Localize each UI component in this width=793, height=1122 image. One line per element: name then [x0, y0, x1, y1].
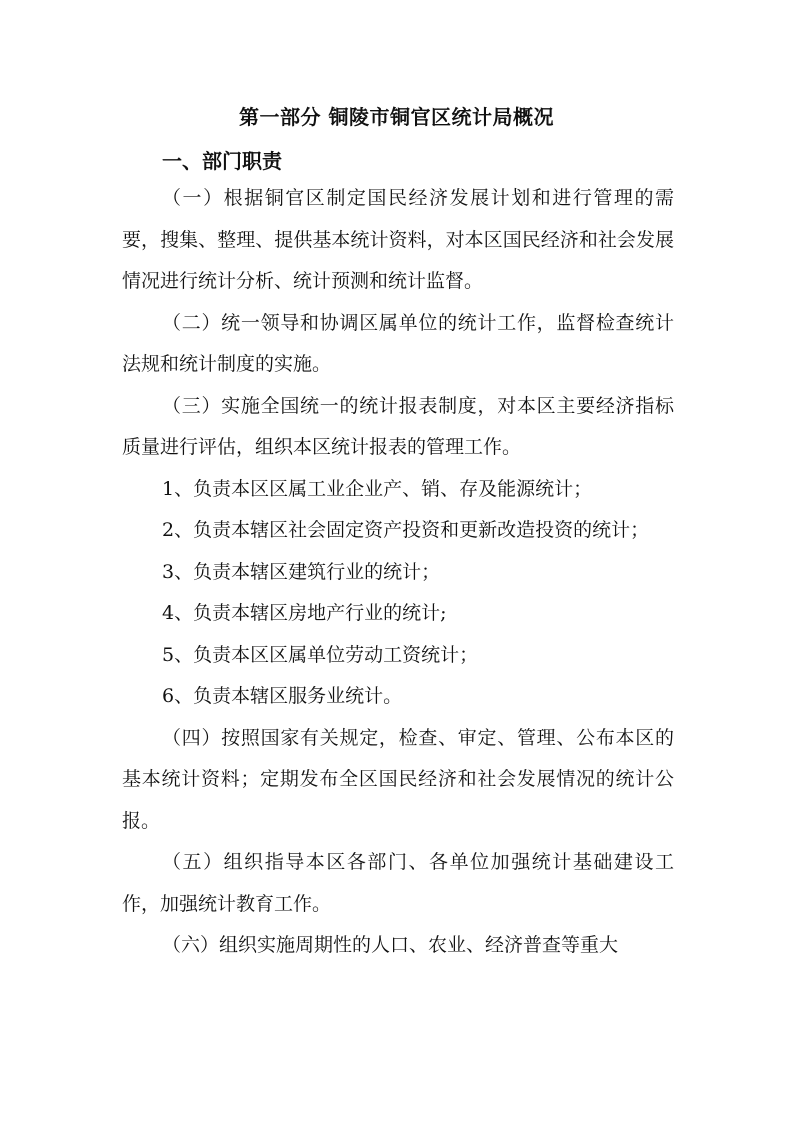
paragraph-duty-1: （一）根据铜官区制定国民经济发展计划和进行管理的需要，搜集、整理、提供基本统计资料，对本区国民经济和社会发展情况进行统计分析、统计预测和统计监督。	[122, 187, 674, 292]
list-item-construction-statistics: 3、负责本辖区建筑行业的统计；	[162, 560, 441, 583]
body-text	[122, 178, 674, 967]
list-item-real-estate-statistics: 4、负责本辖区房地产行业的统计;	[162, 602, 447, 624]
document-title: 第一部分 铜陵市铜官区统计局概况	[239, 105, 554, 129]
paragraph-duty-5: （五）组织指导本区各部门、各单位加强统计基础建设工作，加强统计教育工作。	[122, 851, 674, 915]
list-item-labor-wage-statistics: 5、负责本区区属单位劳动工资统计；	[162, 643, 479, 666]
paragraph-duty-4: （四）按照国家有关规定，检查、审定、管理、公布本区的基本统计资料；定期发布全区国民经济和社会发展情况的统计公报。	[122, 726, 674, 832]
section-heading: 一、部门职责	[162, 149, 282, 173]
paragraph-duty-2: （二）统一领导和协调区属单位的统计工作，监督检查统计法规和统计制度的实施。	[122, 311, 674, 375]
list-item-industry-statistics: 1、负责本区区属工业企业产、销、存及能源统计；	[162, 477, 593, 500]
list-item-service-statistics: 6、负责本辖区服务业统计。	[162, 685, 403, 707]
paragraph-duty-6: （六）组织实施周期性的人口、农业、经济普查等重大	[162, 934, 619, 956]
list-item-investment-statistics: 2、负责本辖区社会固定资产投资和更新改造投资的统计；	[162, 519, 650, 541]
paragraph-duty-3: （三）实施全国统一的统计报表制度，对本区主要经济指标质量进行评估，组织本区统计报表的管理工作。	[122, 394, 674, 458]
